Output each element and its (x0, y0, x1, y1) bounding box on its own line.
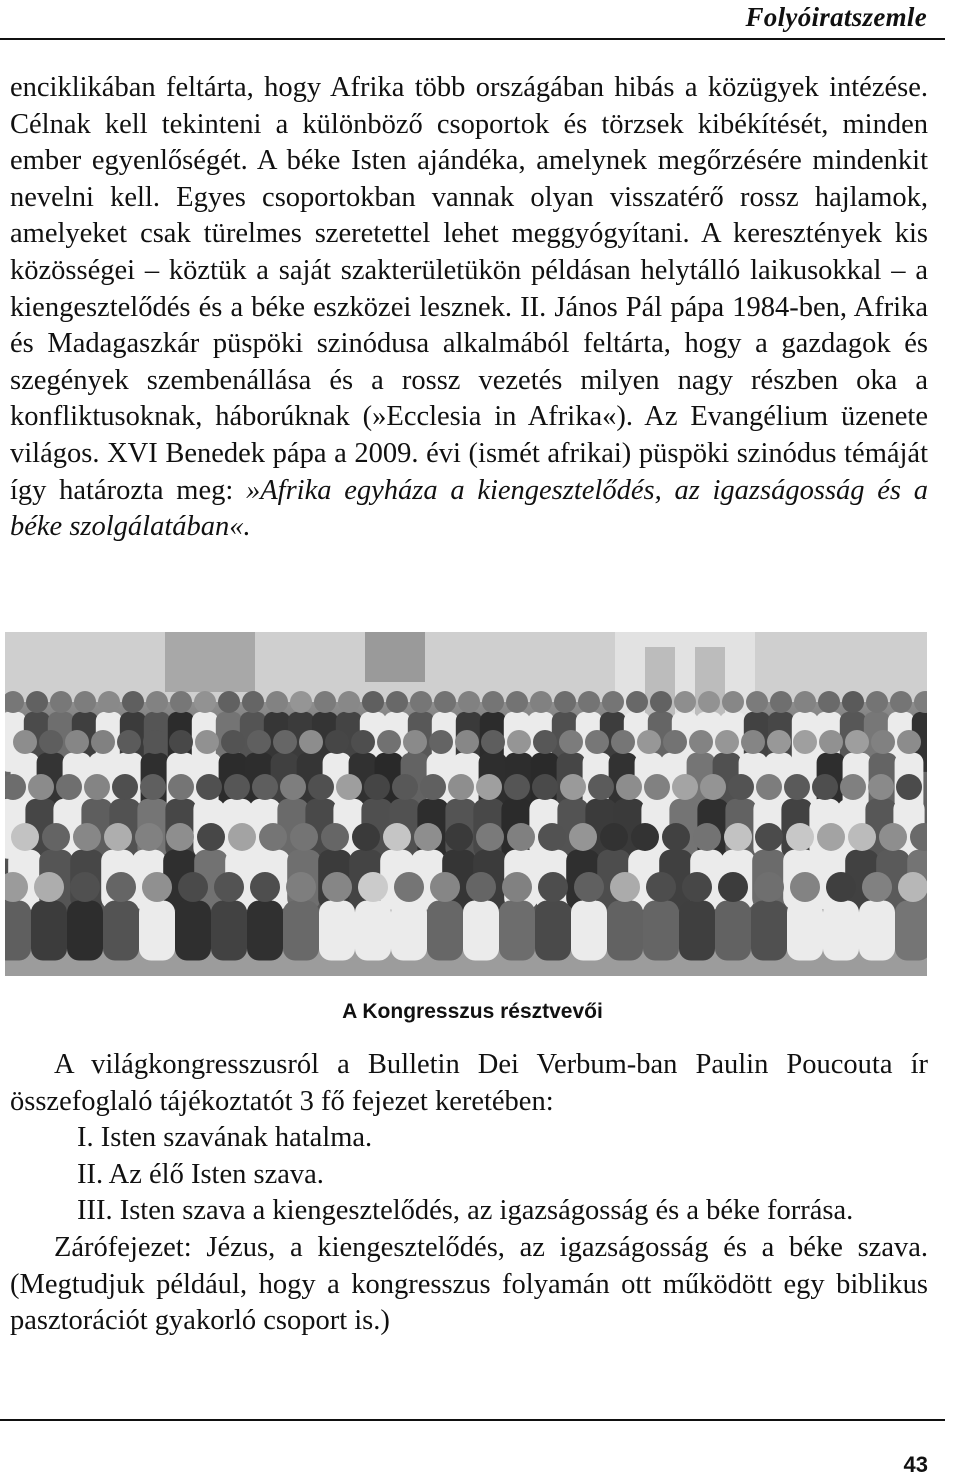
person-head (321, 823, 349, 851)
person-head (84, 774, 110, 800)
person-head (602, 691, 624, 713)
person-head (448, 774, 474, 800)
person-head (897, 730, 921, 754)
person-head (554, 691, 576, 713)
person-body (499, 901, 535, 961)
person-head (700, 774, 726, 800)
person-head (214, 872, 244, 902)
person-head (308, 774, 334, 800)
person-head (146, 691, 168, 713)
person-head (392, 774, 418, 800)
running-header (0, 0, 945, 40)
person-body (463, 901, 499, 961)
person-body (103, 901, 139, 961)
person-head (741, 730, 765, 754)
person-head (533, 730, 557, 754)
person-head (819, 730, 843, 754)
person-head (574, 872, 604, 902)
person-head (845, 730, 869, 754)
article-paragraph-1 (10, 70, 928, 546)
person-head (898, 872, 927, 902)
group-photo (5, 632, 927, 976)
closing-chapter: Zárófejezet: Jézus, a kiengesztelődés, az igazságosság és a béke szava. (Megtudjuk például, hogy a kongresszus folyamán ott működött egy biblikus pasztorációt gyakorló csoport is.) (10, 1231, 928, 1337)
person-head (383, 823, 411, 851)
chapter-item-3: III. Isten szava a kiengesztelődés, az igazságosság és a béke forrása. (77, 1195, 854, 1227)
person-head (322, 872, 352, 902)
person-head (430, 872, 460, 902)
person-body (67, 901, 103, 961)
person-body (679, 901, 715, 961)
person-body (31, 901, 67, 961)
person-body (139, 901, 175, 961)
person-head (890, 691, 912, 713)
person-head (26, 691, 48, 713)
person-head (247, 730, 271, 754)
person-head (420, 774, 446, 800)
person-head (698, 691, 720, 713)
person-head (338, 691, 360, 713)
person-head (662, 823, 690, 851)
person-head (242, 691, 264, 713)
person-head (91, 730, 115, 754)
person-body (751, 901, 787, 961)
person-head (818, 691, 840, 713)
person-head (169, 730, 193, 754)
person-head (197, 823, 225, 851)
person-head (538, 872, 568, 902)
person-head (28, 774, 54, 800)
person-body (643, 901, 679, 961)
journal-section-title: Folyóiratszemle (745, 2, 927, 32)
person-head (812, 774, 838, 800)
footer-divider (0, 1419, 945, 1421)
photo-caption: A Kongresszus résztvevői (342, 1000, 603, 1023)
person-body (787, 901, 823, 961)
person-head (352, 823, 380, 851)
person-head (74, 691, 96, 713)
person-head (13, 730, 37, 754)
person-head (104, 823, 132, 851)
person-head (299, 730, 323, 754)
person-head (135, 823, 163, 851)
person-head (817, 823, 845, 851)
person-head (336, 774, 362, 800)
person-head (848, 823, 876, 851)
person-head (626, 691, 648, 713)
person-head (532, 774, 558, 800)
person-head (637, 730, 661, 754)
person-body (175, 901, 211, 961)
person-body (211, 901, 247, 961)
person-head (476, 774, 502, 800)
person-head (560, 774, 586, 800)
person-body (427, 901, 463, 961)
person-head (646, 872, 676, 902)
person-head (559, 730, 583, 754)
person-head (611, 730, 635, 754)
person-head (11, 823, 39, 851)
person-head (286, 872, 316, 902)
person-head (166, 823, 194, 851)
person-head (42, 823, 70, 851)
group-photo-image (5, 632, 927, 976)
person-head (117, 730, 141, 754)
person-head (794, 691, 816, 713)
person-head (414, 823, 442, 851)
chapter-item-1: I. Isten szavának hatalma. (77, 1122, 373, 1154)
person-head (481, 730, 505, 754)
person-head (862, 872, 892, 902)
person-head (718, 872, 748, 902)
person-head (786, 823, 814, 851)
paragraph-text: enciklikában feltárta, hogy Afrika több országában hibás a közügyek intézése. Célnak kell tekinteni a különböző csoportok és törzsek kibékítését, minden ember egyenlőségét. A béke Isten ajándéka, amelynek megőrzésére mindenkit nevelni kell. Egyes csoportokban vannak olyan visszatérő rossz hajlamok, amelyeket csak türelmes szeretettel lehet meggyógyítani. A keresztények kis közösségei – köztük a saját szakterületükön példásan helytálló laikusokkal – a kiengesztelődés és a béke eszközei lesznek. II. János Pál pápa 1984-ben, Afrika és Madagaszkár püspöki szinódusa alkalmából feltárta, hogy a gazdagok és szegények szembenállása és a rossz vezetés milyen nagy részben oka a konfliktusoknak, háborúknak (»Ecclesia in Afrika«). Az Evangélium üzenete világos. XVI Benedek pápa a 2009. évi (ismét afrikai) püspöki szinódus témáját így határozta meg: (10, 72, 928, 506)
person-head (73, 823, 101, 851)
person-head (168, 774, 194, 800)
person-head (228, 823, 256, 851)
person-body (319, 901, 355, 961)
person-body (5, 901, 31, 961)
person-head (754, 872, 784, 902)
person-head (784, 774, 810, 800)
person-head (756, 774, 782, 800)
person-head (650, 691, 672, 713)
person-head (196, 774, 222, 800)
person-head (826, 872, 856, 902)
person-head (588, 774, 614, 800)
person-head (445, 823, 473, 851)
person-head (879, 823, 907, 851)
person-head (722, 691, 744, 713)
person-head (896, 774, 922, 800)
person-head (644, 774, 670, 800)
person-head (106, 872, 136, 902)
person-head (358, 872, 388, 902)
person-head (142, 872, 172, 902)
person-head (290, 691, 312, 713)
person-head (538, 823, 566, 851)
person-head (314, 691, 336, 713)
person-head (585, 730, 609, 754)
person-head (56, 774, 82, 800)
person-head (868, 774, 894, 800)
person-head (273, 730, 297, 754)
person-head (724, 823, 752, 851)
person-head (502, 872, 532, 902)
person-body (535, 901, 571, 961)
person-head (746, 691, 768, 713)
person-head (578, 691, 600, 713)
person-head (434, 691, 456, 713)
person-head (65, 730, 89, 754)
person-head (866, 691, 888, 713)
person-head (767, 730, 791, 754)
person-head (218, 691, 240, 713)
person-head (530, 691, 552, 713)
person-head (728, 774, 754, 800)
person-head (351, 730, 375, 754)
person-head (871, 730, 895, 754)
person-head (39, 730, 63, 754)
person-body (247, 901, 283, 961)
person-body (895, 901, 927, 961)
person-head (770, 691, 792, 713)
person-head (259, 823, 287, 851)
person-head (610, 872, 640, 902)
person-head (50, 691, 72, 713)
person-body (283, 901, 319, 961)
person-body (607, 901, 643, 961)
person-head (693, 823, 721, 851)
person-head (482, 691, 504, 713)
person-head (793, 730, 817, 754)
person-head (70, 872, 100, 902)
person-head (410, 691, 432, 713)
person-head (266, 691, 288, 713)
person-head (195, 730, 219, 754)
person-head (663, 730, 687, 754)
person-head (325, 730, 349, 754)
person-head (290, 823, 318, 851)
person-head (386, 691, 408, 713)
person-head (429, 730, 453, 754)
person-head (616, 774, 642, 800)
chapter-item-2: II. Az élő Isten szava. (77, 1158, 324, 1190)
person-head (280, 774, 306, 800)
person-head (631, 823, 659, 851)
person-head (466, 872, 496, 902)
person-head (98, 691, 120, 713)
person-head (507, 730, 531, 754)
person-head (790, 872, 820, 902)
person-head (403, 730, 427, 754)
person-body (571, 901, 607, 961)
person-head (140, 774, 166, 800)
header-divider (0, 38, 945, 40)
person-head (112, 774, 138, 800)
person-body (823, 901, 859, 961)
person-head (224, 774, 250, 800)
person-head (689, 730, 713, 754)
person-head (178, 872, 208, 902)
person-head (394, 872, 424, 902)
person-head (362, 691, 384, 713)
person-head (252, 774, 278, 800)
person-head (569, 823, 597, 851)
person-head (34, 872, 64, 902)
person-head (364, 774, 390, 800)
person-head (143, 730, 167, 754)
person-head (600, 823, 628, 851)
page-number: 43 (903, 1452, 928, 1477)
person-head (715, 730, 739, 754)
person-body (715, 901, 751, 961)
person-body (391, 901, 427, 961)
person-head (194, 691, 216, 713)
person-head (842, 691, 864, 713)
person-head (170, 691, 192, 713)
person-head (682, 872, 712, 902)
person-head (250, 872, 280, 902)
summary-intro: A világkongresszusról a Bulletin Dei Verbum-ban Paulin Poucouta ír összefoglaló tájékoztatót 3 fő fejezet keretében: (10, 1049, 928, 1117)
person-head (504, 774, 530, 800)
person-head (377, 730, 401, 754)
person-head (755, 823, 783, 851)
person-head (476, 823, 504, 851)
person-head (506, 691, 528, 713)
person-body (355, 901, 391, 961)
person-head (455, 730, 479, 754)
person-head (674, 691, 696, 713)
person-head (672, 774, 698, 800)
person-body (859, 901, 895, 961)
person-head (840, 774, 866, 800)
person-head (458, 691, 480, 713)
synod-theme-quote: »Afrika egyháza a kiengesztelődés, az igazságosság és a béke szolgálatában«. (10, 474, 928, 543)
person-head (507, 823, 535, 851)
article-paragraph-2 (10, 1047, 928, 1340)
person-head (122, 691, 144, 713)
person-head (221, 730, 245, 754)
